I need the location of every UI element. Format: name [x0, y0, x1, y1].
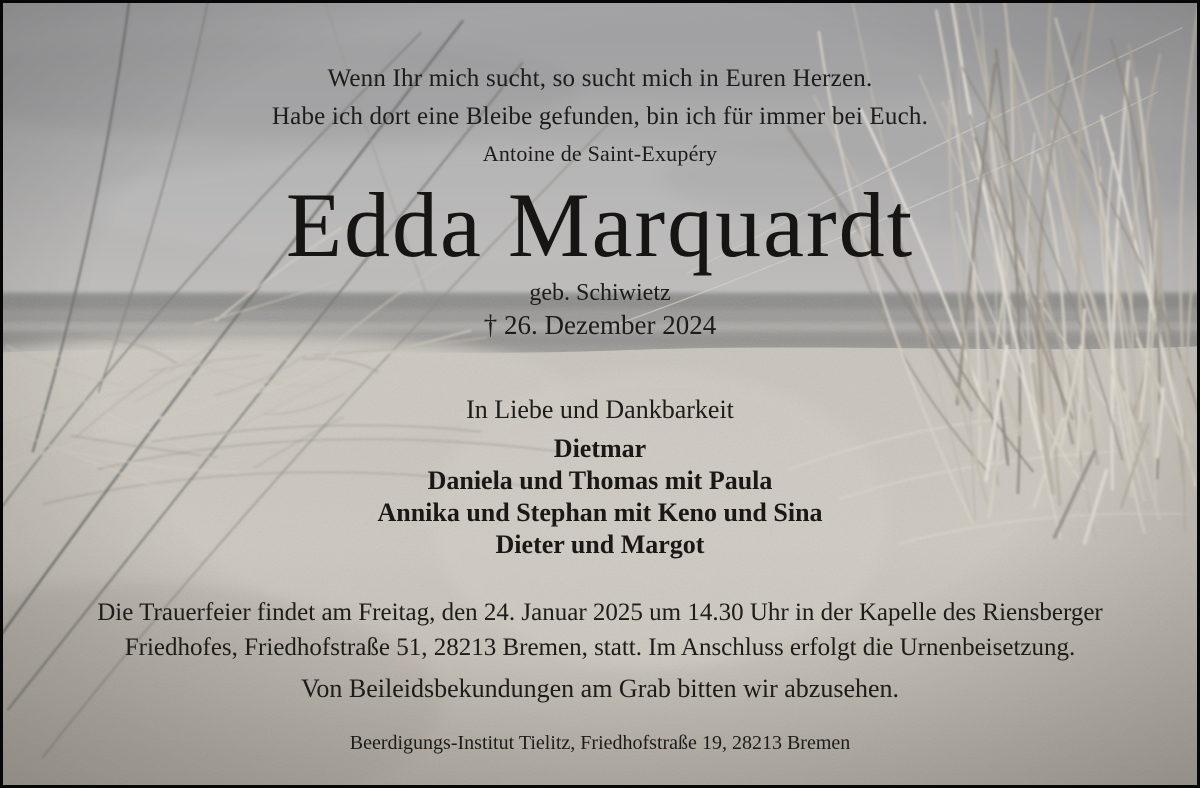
notice-text [3, 3, 1197, 785]
quote-attribution: Antoine de Saint-Exupéry [482, 141, 718, 166]
mourner-line: Daniela und Thomas mit Paula [427, 466, 773, 495]
death-date: † 26. Dezember 2024 [483, 310, 717, 340]
service-info-line-1: Die Trauerfeier findet am Freitag, den 24. Januar 2025 um 14.30 Uhr in der Kapelle des Riensberger [97, 599, 1103, 626]
service-info-line-2: Friedhofes, Friedhofstraße 51, 28213 Bremen, statt. Im Anschluss erfolgt die Urnenbeisetzung. [124, 634, 1076, 661]
mourners-list [3, 433, 1197, 561]
funeral-home-line: Beerdigungs-Institut Tielitz, Friedhofstraße 19, 28213 Bremen [349, 732, 851, 754]
mourner-line: Dietmar [553, 434, 647, 463]
deceased-name: Edda Marquardt [285, 174, 915, 276]
mourner-line: Annika und Stephan mit Keno und Sina [377, 498, 823, 527]
service-information [3, 595, 1197, 665]
maiden-name: geb. Schiwietz [529, 280, 671, 306]
quote-line-1: Wenn Ihr mich sucht, so sucht mich in Euren Herzen. [327, 65, 873, 92]
quote-line-2: Habe ich dort eine Bleibe gefunden, bin ich für immer bei Euch. [271, 103, 929, 130]
mourner-line: Dieter und Margot [495, 530, 705, 559]
condolence-note: Von Beileidsbekundungen am Grab bitten wir abzusehen. [300, 674, 900, 703]
closing-phrase: In Liebe und Dankbarkeit [466, 395, 734, 424]
memorial-quote [3, 60, 1197, 171]
